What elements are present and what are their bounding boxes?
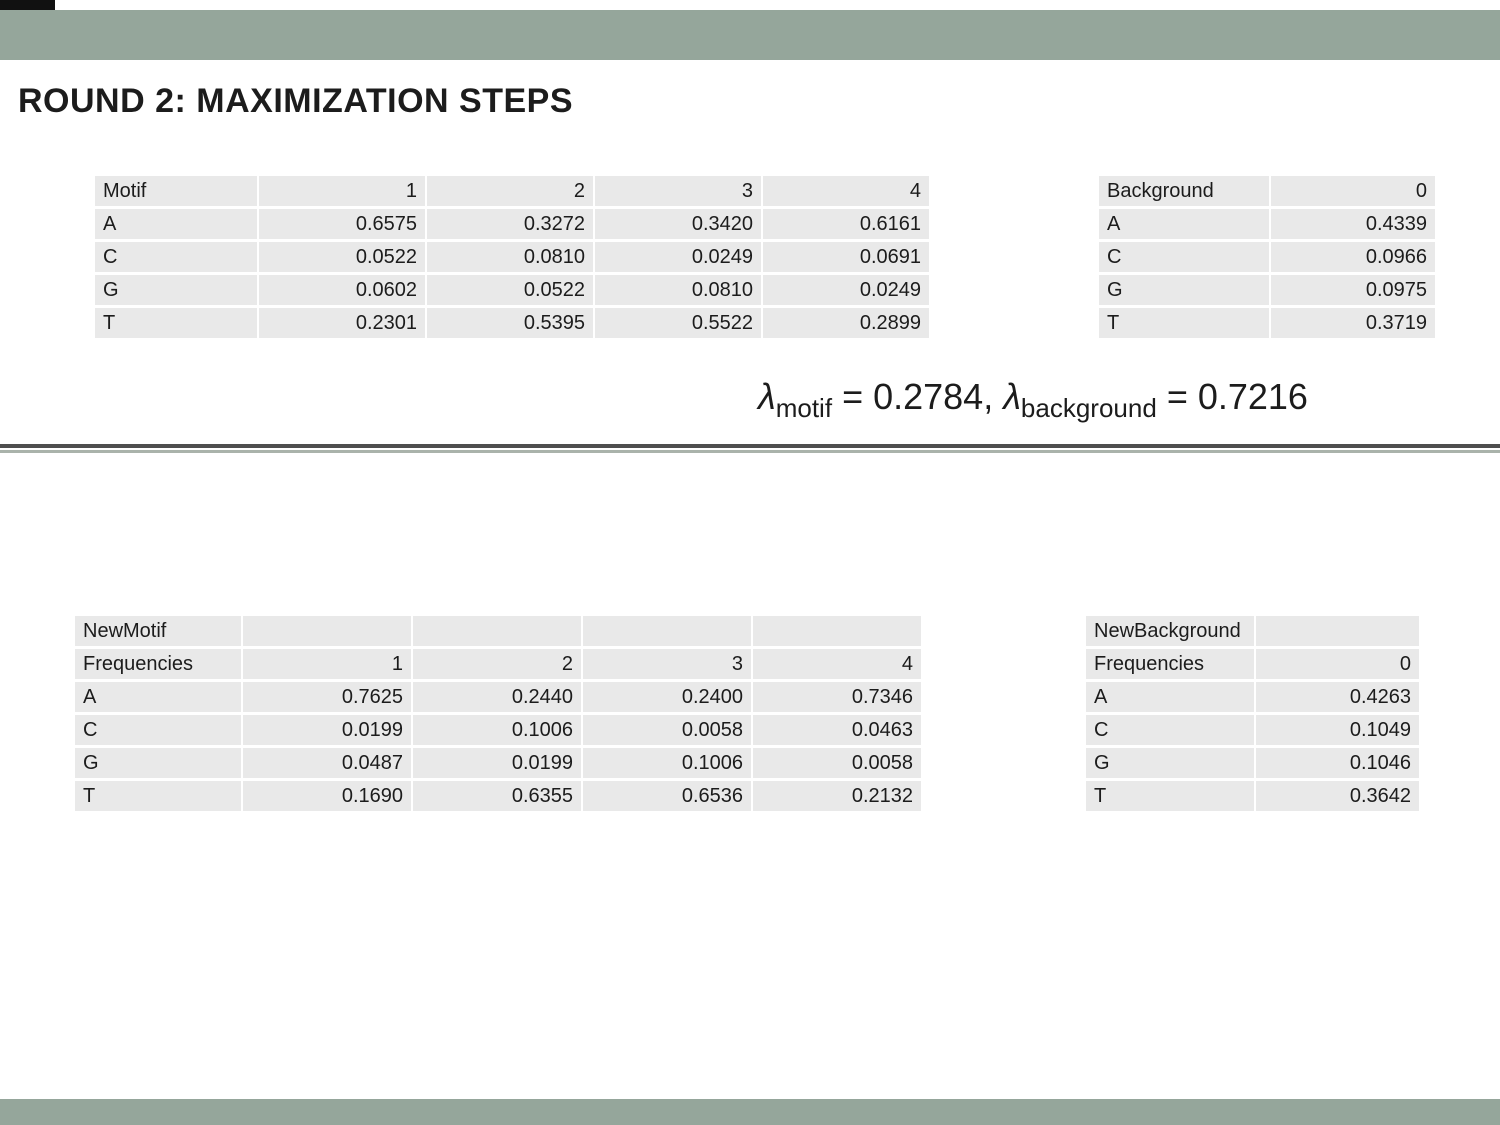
row-label: A	[1086, 682, 1254, 712]
table-title-cell: NewBackground	[1086, 616, 1254, 646]
value-cell: 0.2440	[413, 682, 581, 712]
row-label: G	[1086, 748, 1254, 778]
spacer-cell	[923, 715, 1084, 745]
value-cell: 0.3272	[427, 209, 593, 239]
header-cell: 0	[1271, 176, 1435, 206]
row-label: T	[95, 308, 257, 338]
value-cell: 0.6575	[259, 209, 425, 239]
lambda-background-value: = 0.7216	[1156, 376, 1308, 417]
value-cell: 0.2400	[583, 682, 751, 712]
value-cell: 0.0522	[427, 275, 593, 305]
value-cell: 0.0691	[763, 242, 929, 272]
row-label: G	[1099, 275, 1269, 305]
value-cell: 0.0975	[1271, 275, 1435, 305]
value-cell: 0.2301	[259, 308, 425, 338]
table-title-cell: NewMotif	[75, 616, 241, 646]
spacer-cell	[923, 616, 1084, 646]
top-accent-band	[0, 10, 1500, 60]
value-cell: 0.5522	[595, 308, 761, 338]
value-cell: 0.0966	[1271, 242, 1435, 272]
value-cell: 0.1006	[413, 715, 581, 745]
value-cell: 0.1690	[243, 781, 411, 811]
empty-cell	[413, 616, 581, 646]
section-divider-dark	[0, 444, 1500, 448]
empty-cell	[583, 616, 751, 646]
value-cell: 0.2132	[753, 781, 921, 811]
value-cell: 0.0249	[763, 275, 929, 305]
value-cell: 0.0249	[595, 242, 761, 272]
value-cell: 0.4339	[1271, 209, 1435, 239]
value-cell: 0.3719	[1271, 308, 1435, 338]
lambda-equation	[758, 376, 1308, 424]
row-label: T	[1099, 308, 1269, 338]
row-label: C	[1099, 242, 1269, 272]
row-label: A	[75, 682, 241, 712]
row-label: G	[75, 748, 241, 778]
spacer-cell	[923, 649, 1084, 679]
empty-cell	[243, 616, 411, 646]
value-cell: 0.0058	[753, 748, 921, 778]
motif-background-table	[95, 176, 1435, 338]
header-cell: 4	[763, 176, 929, 206]
value-cell: 0.6355	[413, 781, 581, 811]
value-cell: 0.1049	[1256, 715, 1419, 745]
value-cell: 0.3642	[1256, 781, 1419, 811]
spacer-cell	[931, 275, 1097, 305]
value-cell: 0.2899	[763, 308, 929, 338]
header-cell: 4	[753, 649, 921, 679]
header-cell: 3	[595, 176, 761, 206]
bottom-accent-band	[0, 1099, 1500, 1125]
corner-notch	[0, 0, 55, 10]
value-cell: 0.3420	[595, 209, 761, 239]
value-cell: 0.0487	[243, 748, 411, 778]
header-cell: 1	[243, 649, 411, 679]
row-label: C	[1086, 715, 1254, 745]
spacer-cell	[931, 176, 1097, 206]
spacer-cell	[923, 682, 1084, 712]
spacer-cell	[931, 308, 1097, 338]
value-cell: 0.0199	[413, 748, 581, 778]
value-cell: 0.6161	[763, 209, 929, 239]
lambda-motif-value: = 0.2784,	[832, 376, 1004, 417]
empty-cell	[753, 616, 921, 646]
empty-cell	[1256, 616, 1419, 646]
value-cell: 0.1006	[583, 748, 751, 778]
page-title: ROUND 2: MAXIMIZATION STEPS	[18, 82, 573, 120]
row-label: T	[75, 781, 241, 811]
row-label: C	[95, 242, 257, 272]
spacer-cell	[923, 781, 1084, 811]
header-cell: Frequencies	[75, 649, 241, 679]
header-cell: 3	[583, 649, 751, 679]
lambda-symbol: λ	[1003, 376, 1021, 417]
header-cell: Motif	[95, 176, 257, 206]
lambda-symbol: λ	[758, 376, 776, 417]
value-cell: 0.0463	[753, 715, 921, 745]
row-label: C	[75, 715, 241, 745]
value-cell: 0.5395	[427, 308, 593, 338]
value-cell: 0.7625	[243, 682, 411, 712]
row-label: G	[95, 275, 257, 305]
value-cell: 0.0199	[243, 715, 411, 745]
value-cell: 0.0522	[259, 242, 425, 272]
row-label: T	[1086, 781, 1254, 811]
value-cell: 0.7346	[753, 682, 921, 712]
spacer-cell	[931, 209, 1097, 239]
header-cell: Frequencies	[1086, 649, 1254, 679]
header-cell: 0	[1256, 649, 1419, 679]
spacer-cell	[931, 242, 1097, 272]
header-cell: Background	[1099, 176, 1269, 206]
row-label: A	[1099, 209, 1269, 239]
value-cell: 0.0058	[583, 715, 751, 745]
row-label: A	[95, 209, 257, 239]
newmotif-newbackground-table	[75, 616, 1419, 811]
header-cell: 2	[413, 649, 581, 679]
value-cell: 0.0810	[595, 275, 761, 305]
section-divider-light	[0, 450, 1500, 453]
lambda-motif-subscript: motif	[775, 393, 833, 424]
value-cell: 0.6536	[583, 781, 751, 811]
header-cell: 2	[427, 176, 593, 206]
header-cell: 1	[259, 176, 425, 206]
value-cell: 0.1046	[1256, 748, 1419, 778]
value-cell: 0.0810	[427, 242, 593, 272]
value-cell: 0.0602	[259, 275, 425, 305]
spacer-cell	[923, 748, 1084, 778]
value-cell: 0.4263	[1256, 682, 1419, 712]
lambda-background-subscript: background	[1020, 393, 1157, 424]
